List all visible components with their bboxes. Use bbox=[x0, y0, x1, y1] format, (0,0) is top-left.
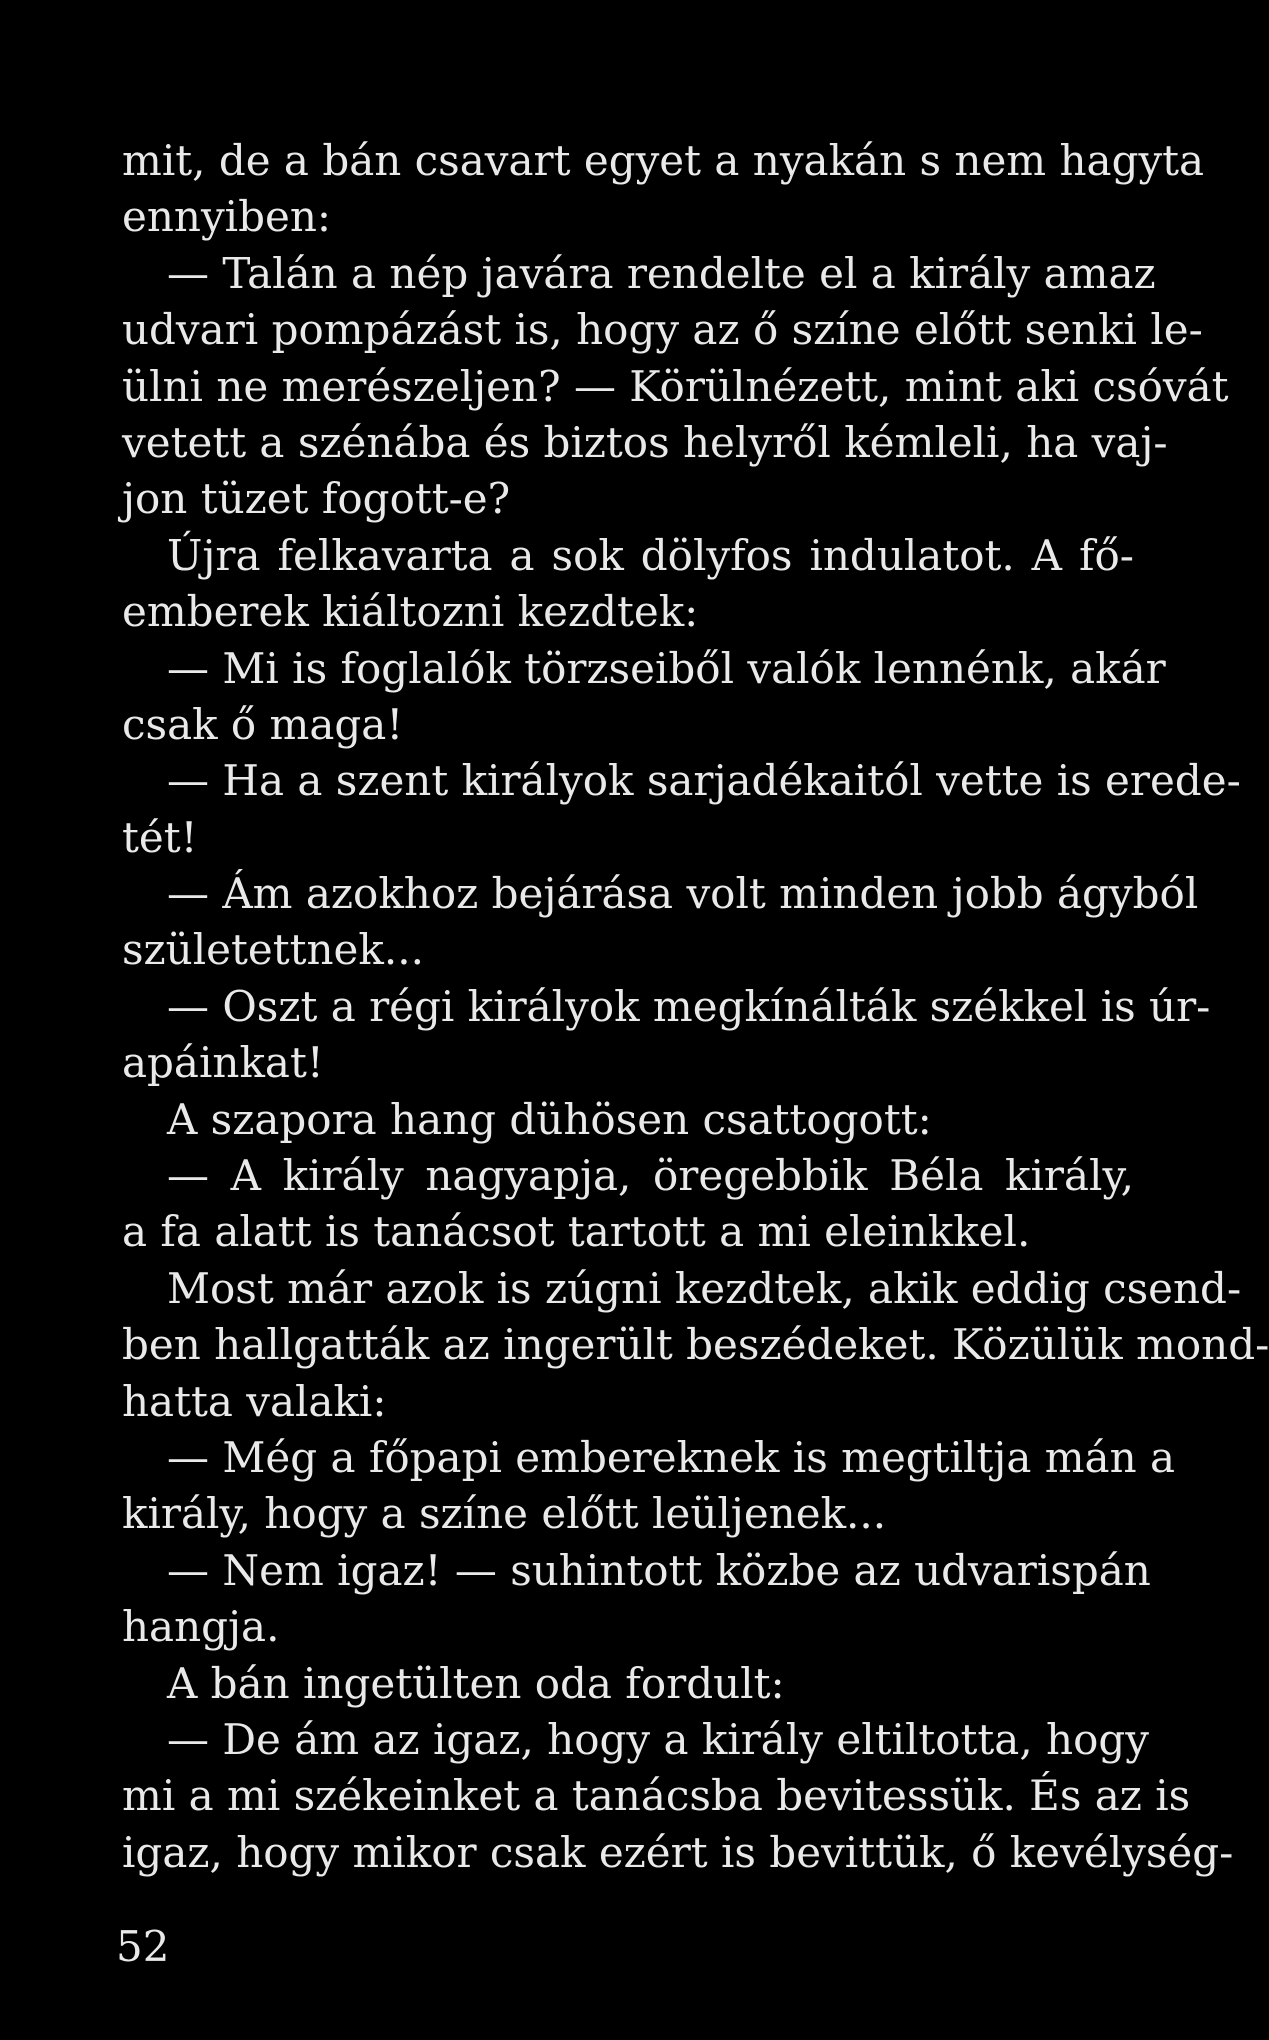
text-line: hangja. bbox=[122, 1602, 280, 1652]
text-line: — Még a főpapi embereknek is megtiltja mán a bbox=[167, 1432, 1176, 1482]
text-line: születettnek... bbox=[122, 925, 424, 975]
text-line: A szapora hang dühösen csattogott: bbox=[167, 1094, 932, 1144]
page-number: 52 bbox=[116, 1922, 170, 1971]
text-line: vetett a szénába és biztos helyről kémleli, ha vaj- bbox=[122, 417, 1168, 467]
text-line: apáinkat! bbox=[122, 1038, 324, 1088]
text-line: — A király nagyapja, öregebbik Béla király, bbox=[167, 1151, 1134, 1201]
text-line: hatta valaki: bbox=[122, 1376, 387, 1426]
text-line: ennyiben: bbox=[122, 192, 332, 242]
text-line: csak ő maga! bbox=[122, 699, 404, 749]
text-line: ülni ne merészeljen? — Körülnézett, mint aki csóvát bbox=[122, 361, 1229, 411]
text-line: udvari pompázást is, hogy az ő színe előtt senki le- bbox=[122, 305, 1203, 355]
text-line: mit, de a bán csavart egyet a nyakán s nem hagyta bbox=[122, 136, 1205, 185]
text-line: — Mi is foglalók törzseiből valók lennénk, akár bbox=[167, 643, 1166, 693]
text-line: ben hallgatták az ingerült beszédeket. Közülük mond- bbox=[122, 1320, 1269, 1370]
text-line: király, hogy a színe előtt leüljenek... bbox=[122, 1489, 887, 1539]
text-line: a fa alatt is tanácsot tartott a mi eleinkkel. bbox=[122, 1207, 1031, 1257]
text-line: — De ám az igaz, hogy a király eltiltotta, hogy bbox=[167, 1714, 1149, 1764]
text-line: igaz, hogy mikor csak ezért is bevittük, ő kevélység- bbox=[122, 1827, 1234, 1877]
text-line: — Ám azokhoz bejárása volt minden jobb ágyból bbox=[167, 869, 1199, 919]
page-body-text bbox=[122, 133, 1269, 1881]
text-line: mi a mi székeinket a tanácsba bevitessük. És az is bbox=[122, 1771, 1191, 1821]
text-line: emberek kiáltozni kezdtek: bbox=[122, 587, 699, 637]
text-line: jon tüzet fogott-e? bbox=[122, 474, 511, 524]
text-line: — Oszt a régi királyok megkínálták székkel is úr- bbox=[167, 981, 1211, 1031]
text-line: — Nem igaz! — suhintott közbe az udvarispán bbox=[167, 1545, 1151, 1595]
text-line: Most már azok is zúgni kezdtek, akik eddig csend- bbox=[167, 1263, 1242, 1313]
text-line: A bán ingetülten oda fordult: bbox=[167, 1658, 785, 1708]
text-line: Újra felkavarta a sok dölyfos indulatot. A fő- bbox=[167, 530, 1134, 580]
text-line: — Talán a nép javára rendelte el a király amaz bbox=[167, 248, 1156, 298]
text-line: tét! bbox=[122, 812, 198, 862]
text-line: — Ha a szent királyok sarjadékaitól vette is erede- bbox=[167, 756, 1241, 806]
